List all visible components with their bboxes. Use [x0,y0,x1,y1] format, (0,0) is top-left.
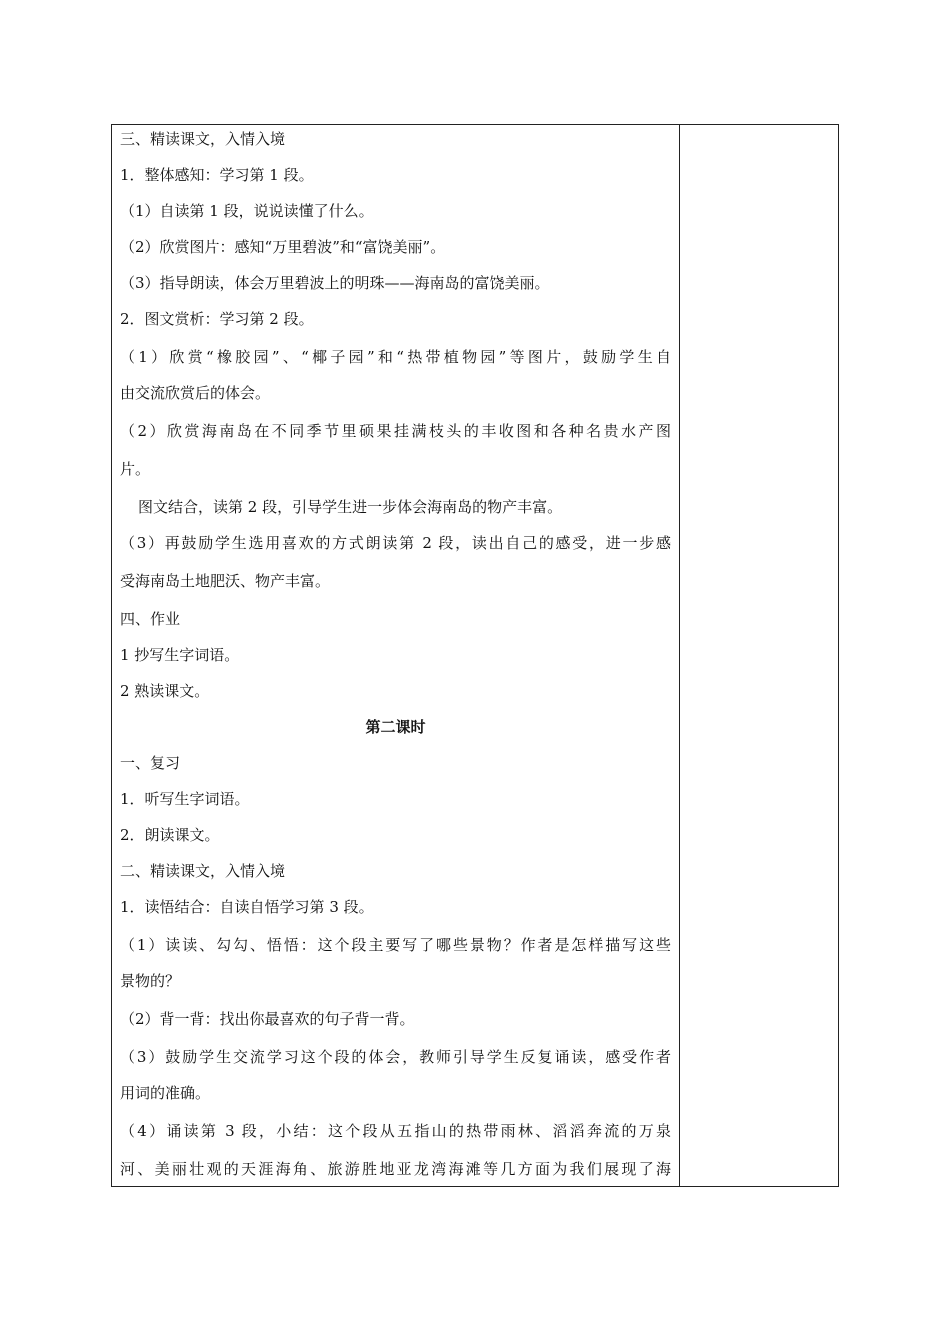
step-item: （1）自读第 1 段，说说读懂了什么。 [120,202,374,220]
step-item: （2）欣赏海南岛在不同季节里硕果挂满枝头的丰收图和各种名贵水产图 [120,422,671,440]
step-item-continued: 片。 [120,460,151,478]
step-item-continued: 河、美丽壮观的天涯海角、旅游胜地亚龙湾海滩等几方面为我们展现了海 [120,1160,671,1178]
step-item-continued: 景物的？ [120,972,181,990]
step-item: （4）诵读第 3 段，小结：这个段从五指山的热带雨林、滔滔奔流的万泉 [120,1122,671,1140]
step-item-continued: 用词的准确。 [120,1084,211,1102]
section-heading: 四、作业 [120,610,181,628]
step-heading: 1．整体感知：学习第 1 段。 [120,166,314,184]
section-heading: 三、精读课文，入情入境 [120,130,286,148]
step-item: （3）再鼓励学生选用喜欢的方式朗读第 2 段，读出自己的感受，进一步感 [120,534,671,552]
step-heading: 2．图文赏析：学习第 2 段。 [120,310,314,328]
step-item-continued: 受海南岛土地肥沃、物产丰富。 [120,572,331,590]
lesson-plan-table [111,124,839,1187]
step-item-continued: 由交流欣赏后的体会。 [120,384,271,402]
step-item: （3）指导朗读，体会万里碧波上的明珠——海南岛的富饶美丽。 [120,274,550,292]
section-heading: 二、精读课文，入情入境 [120,862,286,880]
homework-item: 1 抄写生字词语。 [120,646,240,664]
step-item: （2）背一背：找出你最喜欢的句子背一背。 [120,1010,415,1028]
notes-cell [680,125,838,1186]
section-heading: 一、复习 [120,754,181,772]
step-item: （1）欣赏“橡胶园”、“椰子园”和“热带植物园”等图片，鼓励学生自 [120,348,671,366]
step-heading: 2．朗读课文。 [120,826,220,844]
step-item: （1）读读、勾勾、悟悟：这个段主要写了哪些景物？作者是怎样描写这些 [120,936,671,954]
step-item: （3）鼓励学生交流学习这个段的体会，教师引导学生反复诵读，感受作者 [120,1048,671,1066]
step-item: （2）欣赏图片：感知“万里碧波”和“富饶美丽”。 [120,238,446,256]
homework-item: 2 熟读课文。 [120,682,210,700]
paragraph: 图文结合，读第 2 段，引导学生进一步体会海南岛的物产丰富。 [138,498,563,516]
step-heading: 1．听写生字词语。 [120,790,250,808]
step-heading: 1．读悟结合：自读自悟学习第 3 段。 [120,898,374,916]
lesson-title: 第二课时 [365,718,426,736]
lesson-content-cell [112,125,680,1186]
